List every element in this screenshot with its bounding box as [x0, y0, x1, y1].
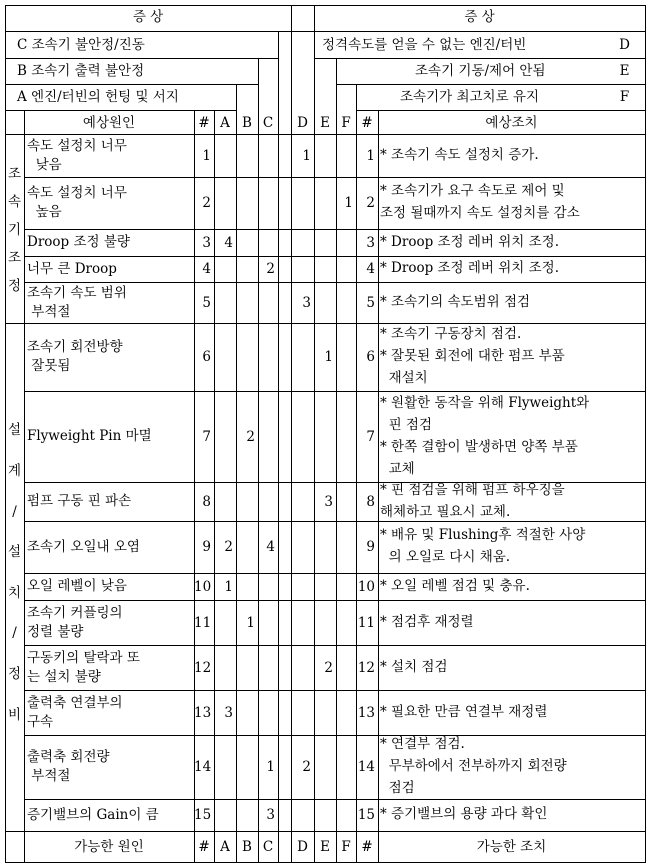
symptom-f-code: F [619, 89, 630, 105]
cell-num2: 5 [366, 294, 375, 311]
cause-text: 낮음 [27, 156, 62, 173]
cell-num: 12 [194, 659, 212, 676]
grid-line-h [5, 110, 237, 111]
col-f-header: F [341, 115, 351, 131]
grid-line-h [5, 134, 646, 135]
grid-line-v [258, 58, 259, 863]
cause-text: 출력축 회전량 [27, 749, 110, 765]
grid-line-h [5, 31, 646, 32]
action-text: * 조속기 속도 설정치 증가. [380, 146, 539, 163]
footer-action: 가능한 조치 [476, 839, 547, 855]
symptom-d-code: D [619, 37, 630, 53]
symptom-b-label: B 조속기 출력 불안정 [17, 63, 145, 79]
cell-num: 1 [202, 147, 211, 164]
num2-header: # [361, 115, 373, 131]
cell-num: 2 [202, 195, 211, 211]
grid-line-h [5, 323, 25, 324]
action-text: 핀 점검 [380, 416, 432, 433]
cell-num2: 13 [357, 704, 375, 721]
cause-text: 너무 큰 Droop [27, 260, 117, 277]
group-label-governor-adjust: 조 [7, 166, 22, 182]
num-header: # [198, 115, 210, 131]
action-text: 점검 [380, 780, 415, 796]
group-label-design-install: 치 [7, 584, 22, 601]
cell-a: 2 [224, 539, 233, 555]
cell-num2: 4 [366, 261, 375, 277]
cell-num: 4 [202, 261, 211, 277]
cause-text: Flyweight Pin 마멸 [27, 428, 152, 444]
grid-line-h [5, 831, 646, 832]
cause-text: 높음 [27, 204, 62, 220]
symptom-e-code: E [619, 63, 630, 79]
footer-num2: # [361, 839, 373, 855]
cause-header: 예상원인 [82, 115, 136, 131]
grid-line-h [24, 177, 646, 178]
group-label-design-install: / [12, 503, 17, 520]
cell-e: 3 [324, 493, 333, 510]
action-header: 예상조치 [485, 115, 538, 131]
grid-line-v [378, 110, 379, 863]
group-label-design-install: 설 [7, 544, 22, 561]
col-c-header: C [262, 115, 274, 131]
cell-b: 2 [246, 428, 255, 445]
cell-num: 7 [202, 428, 211, 445]
cause-text: 속도 설정치 너무 [27, 185, 127, 201]
cell-num2: 2 [366, 195, 375, 211]
grid-line-v [336, 58, 337, 863]
cell-b: 1 [246, 614, 255, 631]
cause-text: 조속기 오일내 오염 [27, 538, 140, 555]
cause-text: Droop 조정 불량 [27, 234, 130, 250]
grid-line-v [194, 110, 195, 863]
cause-text: 구속 [27, 713, 54, 730]
cell-num: 9 [202, 539, 211, 555]
grid-line-h [24, 600, 646, 601]
cause-text: 조속기 회전방향 [27, 339, 123, 355]
symptom-header-right: 증 상 [464, 9, 495, 25]
action-text: 의 오일로 다시 채움. [380, 549, 511, 565]
cell-f: 1 [344, 195, 353, 211]
cell-d: 1 [302, 147, 311, 164]
cell-num: 11 [194, 614, 212, 631]
group-label-design-install: 계 [7, 462, 22, 479]
grid-line-v [24, 110, 25, 863]
grid-line-h [24, 645, 646, 646]
grid-line-h [24, 323, 646, 324]
col-b-header: B [242, 115, 252, 131]
cell-d: 3 [302, 294, 311, 311]
action-text: 재설치 [380, 370, 428, 386]
action-text: * 조속기 구동장치 점검. [380, 326, 522, 342]
cell-d: 2 [302, 759, 311, 775]
cell-num: 13 [194, 704, 212, 721]
grid-line-h [24, 282, 646, 283]
grid-line-h [24, 391, 646, 392]
symptom-d-label: 정격속도를 얻을 수 없는 엔진/터빈 [322, 37, 527, 53]
action-text: * 연결부 점검. [380, 736, 465, 752]
cell-num2: 12 [357, 659, 375, 676]
symptom-header-left: 증 상 [132, 9, 164, 25]
col-a-header: A [220, 115, 230, 131]
cell-num2: 7 [366, 428, 375, 445]
group-label-design-install: 설 [7, 422, 22, 439]
cell-num: 6 [202, 349, 211, 365]
grid-line-h [314, 58, 646, 59]
footer-cause: 가능한 원인 [74, 839, 144, 855]
cell-num: 15 [194, 807, 212, 823]
action-text: * 잘못된 회전에 대한 펌프 부품 [380, 348, 565, 364]
action-text: * 한쪽 결함이 발생하면 양쪽 부품 [380, 438, 578, 455]
cause-text: 는 설치 불량 [27, 668, 101, 685]
action-text: * 필요한 만큼 연결부 재정렬 [380, 703, 548, 720]
action-text: * 설치 점검 [380, 658, 448, 675]
cell-a: 4 [224, 234, 233, 251]
action-text: 해체하고 필요시 교체. [380, 503, 511, 520]
action-text: * 점검후 재정렬 [380, 613, 474, 630]
cell-num2: 1 [366, 147, 375, 164]
footer-a: A [220, 839, 230, 855]
cell-e: 2 [324, 659, 333, 676]
grid-line-v [236, 84, 237, 863]
grid-line-v [356, 110, 357, 863]
col-d-header: D [297, 115, 308, 131]
cell-num2: 11 [357, 614, 375, 631]
action-text: * 조속기의 속도범위 점검 [380, 293, 531, 310]
cell-c: 2 [266, 261, 275, 277]
grid-line-h [24, 799, 646, 800]
cell-num2: 6 [366, 349, 375, 365]
cause-text: 조속기 커플링의 [27, 604, 123, 621]
cause-text: 부적절 [27, 303, 71, 320]
action-text: * 조속기가 요구 속도로 제어 및 [380, 183, 565, 199]
group-label-governor-adjust: 정 [7, 278, 22, 294]
grid-line-h [356, 110, 646, 111]
action-text: * Droop 조정 레버 위치 조정. [380, 233, 559, 250]
grid-line-h [24, 690, 646, 691]
cell-e: 1 [324, 349, 333, 365]
group-label-design-install: 정 [7, 666, 22, 683]
cell-a: 3 [224, 704, 233, 721]
action-text: * 오일 레벨 점검 및 충유. [380, 577, 530, 594]
footer-e: E [320, 839, 330, 855]
footer-num: # [198, 839, 210, 855]
cause-text: 오일 레벨이 낮음 [27, 578, 127, 594]
symptom-a-label: A 엔진/터빈의 헌팅 및 서지 [17, 89, 179, 105]
cell-num: 5 [202, 294, 211, 311]
symptom-e-label: 조속기 기동/제어 안됨 [415, 63, 546, 79]
group-label-governor-adjust: 기 [7, 222, 22, 238]
grid-line-h [24, 256, 646, 257]
cell-num2: 8 [366, 493, 375, 510]
cause-text: 펌프 구동 핀 파손 [27, 493, 132, 509]
group-label-design-install: 비 [7, 706, 22, 723]
grid-line-h [5, 862, 646, 863]
cause-text: 잘못됨 [27, 358, 71, 374]
cell-num: 10 [194, 578, 212, 595]
group-label-design-install: / [12, 625, 17, 642]
action-text: * 핀 점검을 위해 펌프 하우징을 [380, 481, 565, 498]
action-text: * 증기밸브의 용량 과다 확인 [380, 806, 548, 822]
action-text: 조정 될때까지 속도 설정치를 감소 [380, 205, 580, 221]
footer-d: D [297, 839, 308, 855]
grid-line-h [336, 84, 646, 85]
cell-num2: 3 [366, 234, 375, 251]
cell-num: 8 [202, 493, 211, 510]
cause-text: 출력축 연결부의 [27, 694, 123, 711]
cause-text: 부적절 [27, 768, 71, 784]
cause-text: 구동키의 탈락과 또 [27, 649, 140, 666]
grid-line-h [24, 521, 646, 522]
group-label-governor-adjust: 조 [7, 250, 22, 266]
cell-c: 3 [266, 807, 275, 823]
cause-text: 조속기 속도 범위 [27, 284, 127, 301]
cause-text: 증기밸브의 Gain이 큼 [27, 806, 159, 823]
cell-c: 4 [266, 539, 275, 555]
footer-b: B [242, 839, 252, 855]
cause-text: 속도 설정치 너무 [27, 137, 127, 154]
action-text: 교체 [380, 460, 415, 477]
col-e-header: E [320, 115, 330, 131]
group-label-governor-adjust: 속 [7, 194, 22, 210]
cell-num2: 9 [366, 539, 375, 555]
footer-c: C [262, 839, 274, 855]
action-text: 무부하에서 전부하까지 회전량 [380, 758, 567, 774]
grid-line-v [214, 110, 215, 863]
grid-line-h [24, 229, 646, 230]
cause-text: 정렬 불량 [27, 623, 84, 640]
cell-num2: 15 [357, 807, 375, 823]
cell-num2: 14 [357, 759, 375, 775]
symptom-c-label: C 조속기 불안정/진동 [17, 37, 145, 53]
symptom-f-label: 조속기가 최고치로 유지 [400, 89, 539, 105]
cell-c: 1 [266, 759, 275, 775]
action-text: * 원활한 동작을 위해 Flyweight와 [380, 394, 590, 411]
action-text: * Droop 조정 레버 위치 조정. [380, 260, 559, 276]
grid-line-h [5, 58, 279, 59]
grid-line-v [278, 31, 279, 863]
footer-f: F [341, 839, 351, 855]
grid-line-h [5, 84, 259, 85]
grid-line-h [24, 573, 646, 574]
cell-num: 3 [202, 234, 211, 251]
cell-num2: 10 [357, 578, 375, 595]
grid-line-h [5, 5, 646, 6]
action-text: * 배유 및 Flushing후 적절한 사양 [380, 527, 586, 543]
cell-a: 1 [224, 578, 233, 595]
cell-num: 14 [194, 759, 212, 775]
